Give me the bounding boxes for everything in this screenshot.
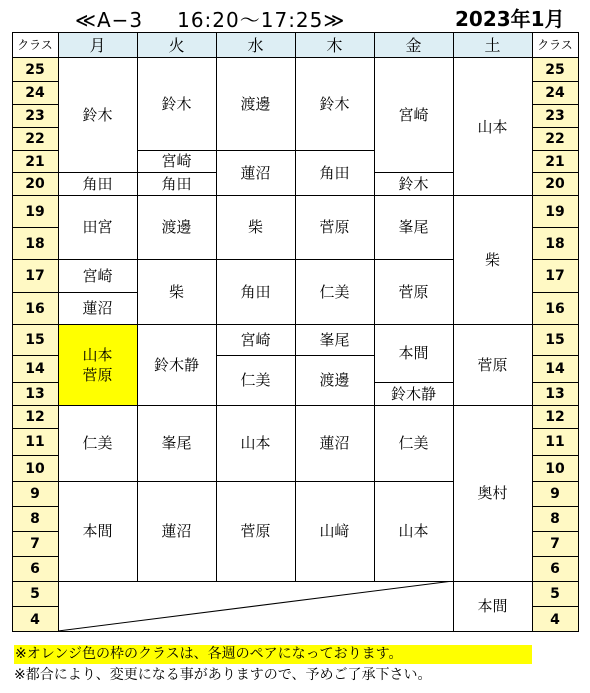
class-number-left: 14 [12, 355, 58, 382]
class-number-left: 11 [12, 428, 58, 455]
year-month: 2023年1月 [455, 7, 565, 31]
class-number-left: 15 [12, 324, 58, 355]
cell-thu-5: 峯尾 [295, 324, 374, 355]
class-number-right: 13 [532, 382, 578, 405]
cell-mon-8: 本間 [58, 481, 137, 581]
class-number-right: 17 [532, 259, 578, 292]
cell-thu-2: 角田 [295, 150, 374, 195]
cell-fri-1: 宮崎 [374, 58, 453, 172]
cell-thu-1: 鈴木 [295, 58, 374, 150]
cell-fri-8: 山本 [374, 481, 453, 581]
class-number-right: 20 [532, 172, 578, 195]
class-number-right: 9 [532, 481, 578, 506]
day-header-tue: 火 [137, 32, 216, 57]
class-number-left: 22 [12, 127, 58, 150]
class-header-right: クラス [532, 32, 578, 57]
class-number-left: 5 [12, 581, 58, 606]
class-number-left: 6 [12, 556, 58, 581]
class-number-left: 23 [12, 104, 58, 127]
cell-tue-6: 鈴木静 [137, 324, 216, 405]
class-number-right: 16 [532, 292, 578, 324]
cell-fri-6: 鈴木静 [374, 382, 453, 405]
class-number-left: 12 [12, 405, 58, 428]
cell-wed-5: 宮崎 [216, 324, 295, 355]
cell-sat-2: 柴 [453, 195, 532, 324]
cell-thu-6: 渡邊 [295, 355, 374, 405]
class-number-right: 7 [532, 531, 578, 556]
cell-wed-7: 山本 [216, 405, 295, 481]
class-number-right: 5 [532, 581, 578, 606]
class-number-right: 23 [532, 104, 578, 127]
class-number-right: 11 [532, 428, 578, 455]
cell-mon-4: 宮崎 [58, 259, 137, 292]
class-number-right: 6 [532, 556, 578, 581]
cell-tue-2: 宮崎 [137, 150, 216, 172]
cell-wed-4: 角田 [216, 259, 295, 324]
cell-thu-3: 菅原 [295, 195, 374, 259]
day-header-fri: 金 [374, 32, 453, 57]
class-number-left: 25 [12, 58, 58, 81]
cell-mon-1: 鈴木 [58, 58, 137, 172]
cell-thu-7: 蓮沼 [295, 405, 374, 481]
class-number-right: 22 [532, 127, 578, 150]
schedule-code: ≪A−3 [75, 8, 144, 32]
class-number-left: 24 [12, 81, 58, 104]
cell-sat-5: 本間 [453, 581, 532, 631]
class-number-left: 21 [12, 150, 58, 172]
cell-tue-5: 柴 [137, 259, 216, 324]
day-header-thu: 木 [295, 32, 374, 57]
class-number-left: 19 [12, 195, 58, 227]
class-number-left: 8 [12, 506, 58, 531]
class-number-right: 18 [532, 227, 578, 259]
cell-tue-1: 鈴木 [137, 58, 216, 150]
cell-mon-2: 角田 [58, 172, 137, 195]
cell-sat-1: 山本 [453, 58, 532, 195]
class-number-left: 16 [12, 292, 58, 324]
class-number-right: 4 [532, 606, 578, 632]
cell-sat-3: 菅原 [453, 324, 532, 405]
cell-mon-3: 田宮 [58, 195, 137, 259]
class-number-right: 21 [532, 150, 578, 172]
class-number-right: 12 [532, 405, 578, 428]
class-number-right: 10 [532, 455, 578, 481]
class-number-right: 15 [532, 324, 578, 355]
class-number-left: 4 [12, 606, 58, 632]
cell-wed-2: 蓮沼 [216, 150, 295, 195]
cell-fri-2: 鈴木 [374, 172, 453, 195]
note-pair-classes: ※オレンジ色の枠のクラスは、各週のペアになっております。 [14, 645, 532, 664]
cell-fri-4: 菅原 [374, 259, 453, 324]
day-header-wed: 水 [216, 32, 295, 57]
class-number-left: 9 [12, 481, 58, 506]
class-number-left: 20 [12, 172, 58, 195]
note-change-notice: ※都合により、変更になる事がありますので、予めご了承下さい。 [14, 667, 432, 683]
cell-sat-4: 奥村 [453, 405, 532, 581]
class-number-left: 10 [12, 455, 58, 481]
cell-tue-3: 角田 [137, 172, 216, 195]
cell-mon-5: 蓮沼 [58, 292, 137, 324]
cell-wed-1: 渡邊 [216, 58, 295, 150]
day-header-sat: 土 [453, 32, 532, 57]
cell-mon-7: 仁美 [58, 405, 137, 481]
class-number-right: 25 [532, 58, 578, 81]
cell-thu-4: 仁美 [295, 259, 374, 324]
cell-tue-7: 峯尾 [137, 405, 216, 481]
time-range: 16:20〜17:25≫ [177, 8, 346, 32]
class-header-left: クラス [12, 32, 58, 57]
cell-wed-6: 仁美 [216, 355, 295, 405]
cell-mon-6: 山本 菅原 [58, 324, 137, 405]
class-number-right: 14 [532, 355, 578, 382]
class-number-left: 18 [12, 227, 58, 259]
day-header-mon: 月 [58, 32, 137, 57]
cell-tue-4: 渡邊 [137, 195, 216, 259]
class-number-right: 19 [532, 195, 578, 227]
cell-fri-7: 仁美 [374, 405, 453, 481]
class-number-left: 7 [12, 531, 58, 556]
cell-wed-3: 柴 [216, 195, 295, 259]
class-number-right: 8 [532, 506, 578, 531]
class-number-left: 17 [12, 259, 58, 292]
cell-fri-5: 本間 [374, 324, 453, 382]
cell-fri-3: 峯尾 [374, 195, 453, 259]
cell-wed-8: 菅原 [216, 481, 295, 581]
class-number-right: 24 [532, 81, 578, 104]
cell-thu-8: 山﨑 [295, 481, 374, 581]
class-number-left: 13 [12, 382, 58, 405]
cell-tue-8: 蓮沼 [137, 481, 216, 581]
